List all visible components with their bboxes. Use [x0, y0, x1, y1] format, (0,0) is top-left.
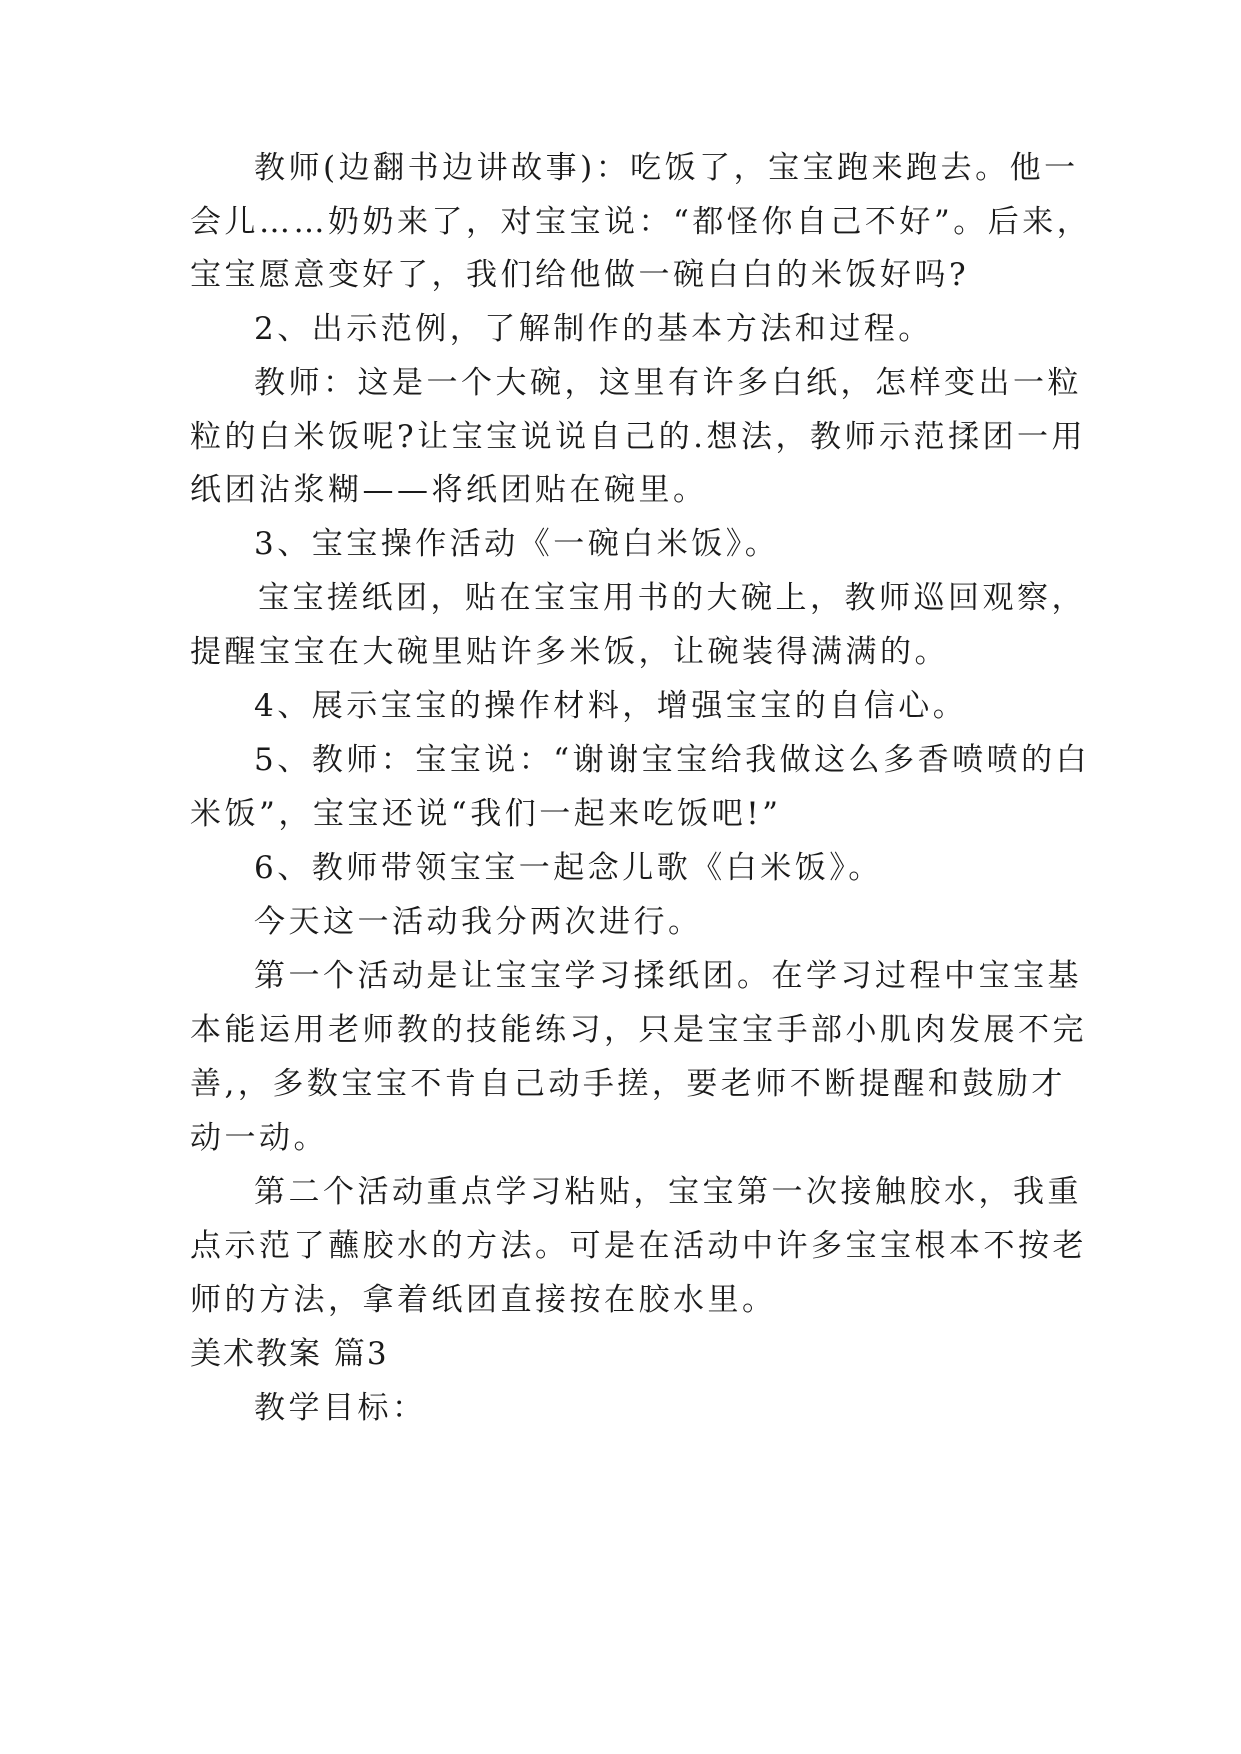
paragraph-line: 3、宝宝操作活动《一碗白米饭》。 — [254, 526, 780, 562]
paragraph-line: 粒的白米饭呢?让宝宝说说自己的.想法，教师示范揉团一用 — [190, 419, 1086, 455]
paragraph-line: 点示范了蘸胶水的方法。可是在活动中许多宝宝根本不按老 — [190, 1228, 1087, 1264]
paragraph-line: 宝宝愿意变好了，我们给他做一碗白白的米饭好吗? — [190, 257, 970, 293]
paragraph-line: 提醒宝宝在大碗里贴许多米饭，让碗装得满满的。 — [190, 634, 949, 670]
paragraph-line: 动一动。 — [190, 1120, 328, 1156]
paragraph-line: 会儿……奶奶来了，对宝宝说：“都怪你自己不好”。后来， — [190, 204, 1092, 240]
paragraph-line: 师的方法，拿着纸团直接按在胶水里。 — [190, 1282, 777, 1318]
paragraph-line: 第一个活动是让宝宝学习揉纸团。在学习过程中宝宝基 — [254, 958, 1082, 994]
paragraph-line: 今天这一活动我分两次进行。 — [254, 904, 703, 940]
paragraph-line: 宝宝搓纸团，贴在宝宝用书的大碗上，教师巡回观察， — [258, 580, 1086, 616]
paragraph-line: 5、教师：宝宝说：“谢谢宝宝给我做这么多香喷喷的白 — [254, 742, 1091, 778]
paragraph-line: 本能运用老师教的技能练习，只是宝宝手部小肌肉发展不完 — [190, 1012, 1087, 1048]
paragraph-line: 善,，多数宝宝不肯自己动手搓，要老师不断提醒和鼓励才 — [190, 1066, 1066, 1102]
paragraph-line: 第二个活动重点学习粘贴，宝宝第一次接触胶水，我重 — [254, 1174, 1082, 1210]
paragraph-line: 2、出示范例，了解制作的基本方法和过程。 — [254, 311, 933, 347]
paragraph-line: 教师(边翻书边讲故事)：吃饭了，宝宝跑来跑去。他一 — [254, 150, 1079, 186]
section-heading: 美术教案 篇3 — [190, 1336, 389, 1372]
paragraph-line: 6、教师带领宝宝一起念儿歌《白米饭》。 — [254, 850, 883, 886]
paragraph-line: 纸团沾浆糊——将纸团贴在碗里。 — [190, 472, 708, 508]
paragraph-line: 教师：这是一个大碗，这里有许多白纸，怎样变出一粒 — [254, 365, 1082, 401]
paragraph-line: 教学目标： — [254, 1390, 427, 1426]
paragraph-line: 米饭”，宝宝还说“我们一起来吃饭吧!” — [190, 796, 782, 832]
paragraph-line: 4、展示宝宝的操作材料，增强宝宝的自信心。 — [254, 688, 968, 724]
